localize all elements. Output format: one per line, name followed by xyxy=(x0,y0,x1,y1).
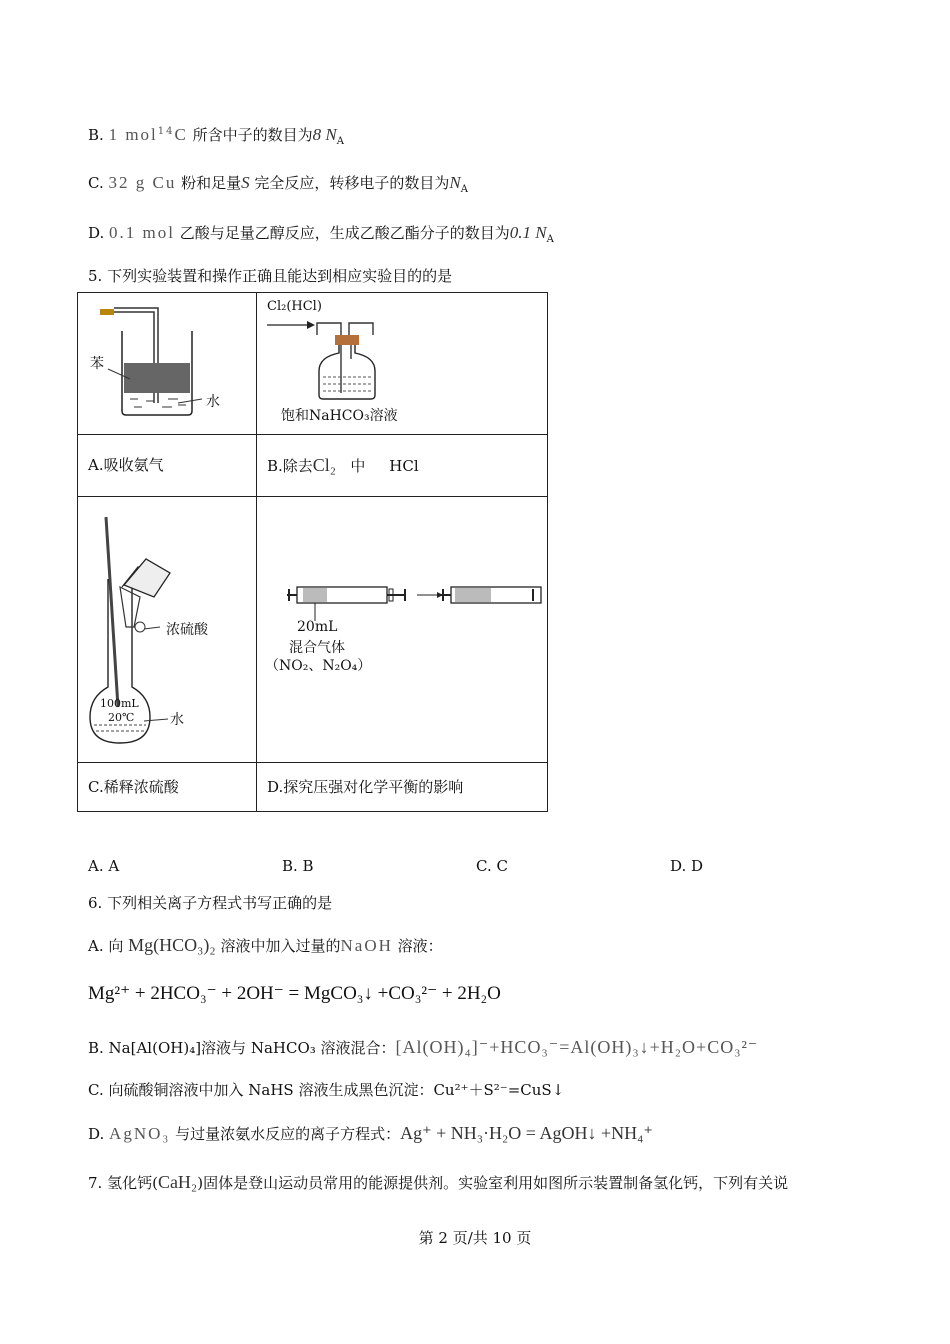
cell-b-figure xyxy=(257,293,548,435)
flask-temp-label: 20℃ xyxy=(108,711,135,724)
cell-c-figure xyxy=(78,497,257,763)
cell-d-caption: D.探究压强对化学平衡的影响 xyxy=(257,763,548,812)
beaker-diagram xyxy=(78,293,256,430)
q4-option-b: B. 1 mol$^{14}$C 所含中子的数目为8 $N_A$ xyxy=(88,125,344,147)
cell-b-caption: B.除去Cl₂ 中 HCl xyxy=(257,435,548,497)
q6-stem: 6. 下列相关离子方程式书写正确的是 xyxy=(88,894,333,912)
flask-water-label: 水 xyxy=(170,712,184,728)
experiment-table xyxy=(77,292,548,812)
benzene-label: 苯 xyxy=(90,356,104,372)
q7-stem: 7. 氢化钙(CaH₂)固体是登山运动员常用的能源提供剂。实验室利用如图所示装置制备氢化钙，下列有关说 xyxy=(88,1172,789,1192)
q5-stem: 5. 下列实验装置和操作正确且能达到相应实验目的的是 xyxy=(88,267,453,285)
q5-option-c: C. C xyxy=(476,857,508,875)
acid-label: 浓硫酸 xyxy=(166,622,208,638)
cell-a-figure xyxy=(78,293,257,435)
water-label: 水 xyxy=(206,394,220,410)
solution-label: 饱和NaHCO₃溶液 xyxy=(281,408,398,424)
cell-a-caption: A.吸收氨气 xyxy=(78,435,257,497)
q6-option-d: D. AgNO₃ 与过量浓氨水反应的离子方程式：Ag⁺ + NH₃·H₂O = AgOH↓ +NH₄⁺ xyxy=(88,1123,653,1143)
syringe-gas-label: 混合气体 xyxy=(289,640,345,656)
gas-label: Cl₂(HCl) xyxy=(267,299,322,314)
page-footer: 第 2 页/共 10 页 xyxy=(418,1229,532,1247)
q6-a-equation: Mg²⁺ + 2HCO₃⁻ + 2OH⁻ = MgCO₃↓ +CO₃²⁻ + 2H₂O xyxy=(88,983,501,1004)
q6-option-c: C. 向硫酸铜溶液中加入 NaHS 溶液生成黑色沉淀：Cu²⁺＋S²⁻=CuS↓ xyxy=(88,1081,565,1099)
cell-c-caption: C.稀释浓硫酸 xyxy=(78,763,257,812)
q6-option-b: B. Na[Al(OH)₄]溶液与 NaHCO₃ 溶液混合：[Al(OH)₄]⁻+HCO₃⁻=Al(OH)₃↓+H₂O+CO₃²⁻ xyxy=(88,1037,759,1057)
cell-d-figure xyxy=(257,497,548,763)
q4-option-d: D. 0.1 mol 乙酸与足量乙醇反应，生成乙酸乙酯分子的数目为0.1 $N_A$ xyxy=(88,223,554,245)
syringe-volume-label: 20mL xyxy=(297,619,338,635)
q5-option-b: B. B xyxy=(282,857,314,875)
flask-volume-label: 100mL xyxy=(100,697,139,710)
q5-option-a: A. A xyxy=(88,857,120,875)
q6-option-a: A. 向 Mg(HCO₃)₂ 溶液中加入过量的NaOH 溶液： xyxy=(88,935,443,955)
q4-option-c: C. 32 g Cu 粉和足量S 完全反应，转移电子的数目为$N_A$ xyxy=(88,173,468,195)
syringe-formula-label: （NO₂、N₂O₄） xyxy=(265,658,372,674)
q5-option-d: D. D xyxy=(670,857,704,875)
